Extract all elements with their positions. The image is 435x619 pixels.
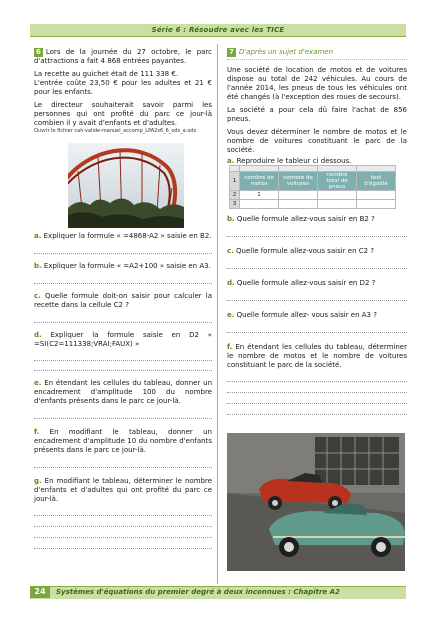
cell-a3[interactable] [240, 200, 279, 209]
row-label: 1 [230, 172, 240, 191]
cell-d3[interactable] [357, 200, 396, 209]
question-f: f. En étendant les cellules du tableau, déterminer le nombre de motos et le nombre de voitures constituant le parc de la société. [227, 343, 407, 369]
question-a: a. Reproduire le tableur ci dessous. [227, 157, 352, 165]
answer-line[interactable] [34, 418, 212, 419]
series-title: Série 6 : Résoudre avec les TICE [151, 26, 285, 34]
answer-line[interactable] [34, 467, 212, 468]
header-cell[interactable]: nombre de voitures [279, 172, 318, 191]
series-header-bar [30, 24, 406, 37]
page-number: 24 [30, 586, 50, 598]
answer-line[interactable] [34, 548, 212, 549]
question-a: a. Expliquer la formule « =4868-A2 » saisie en B2. [34, 232, 212, 240]
question-e: e. Quelle formule allez- vous saisir en A3 ? [227, 311, 377, 319]
answer-line[interactable] [227, 414, 407, 415]
exercise-7 [227, 48, 407, 166]
file-link[interactable]: Ouvrir le fichier cah-valide-manuel_accomp_LPA2s6_6_ods_a.ods [34, 128, 197, 134]
question-c: c. Quelle formule allez-vous saisir en C2 ? [227, 247, 375, 255]
answer-line[interactable] [34, 283, 212, 284]
exam-source: D'après un sujet d'examen [238, 48, 334, 56]
question-d: d. Quelle formule allez-vous saisir en D2 ? [227, 279, 376, 287]
answer-line[interactable] [227, 381, 407, 382]
spreadsheet-table [229, 165, 396, 209]
answer-line[interactable] [34, 322, 212, 323]
question-b: b. Expliquer la formule « =A2+100 » saisie en A3. [34, 262, 211, 270]
question-d: d. Expliquer la formule saisie en D2 « =SI(C2=111338;VRAI;FAUX) » [34, 331, 212, 348]
header-cell[interactable]: test d'égalité [357, 172, 396, 191]
cell-c3[interactable] [318, 200, 357, 209]
cell-d2[interactable] [357, 191, 396, 200]
answer-line[interactable] [227, 403, 407, 404]
cell-a2[interactable]: 1 [240, 191, 279, 200]
cell-b3[interactable] [279, 200, 318, 209]
ex6-questions [34, 232, 212, 549]
ex6-question-context: Le directeur souhaiterait savoir parmi les personnes qui ont profité du parc ce jour-là combien il y avait d'enfants et d'adultes. [34, 101, 212, 127]
ex6-revenue: La recette au guichet était de 111 338 €. [34, 70, 179, 78]
question-g: g. En modifiant le tableau, déterminer le nombre d'enfants et d'adultes qui ont profité du parc ce jour-là. [34, 477, 212, 503]
ex7-questions [227, 215, 407, 415]
exercise-6 [34, 48, 212, 134]
cell-c2[interactable] [318, 191, 357, 200]
header-cell[interactable]: nombre de motos [240, 172, 279, 191]
exercise-number: 7 [229, 48, 234, 56]
toy-cars-photo [227, 433, 405, 571]
answer-line[interactable] [34, 526, 212, 527]
ex7-tyres: La société a pour cela dû faire l'achat de 856 pneus. [227, 106, 407, 123]
ex6-intro: Lors de la journée du 27 octobre, le parc d'attractions a fait 4 868 entrées payantes. [34, 48, 212, 65]
ex7-task: Vous devez déterminer le nombre de motos et le nombre de voitures constituant le parc de la société. [227, 128, 407, 154]
header-cell[interactable]: nombre total de pneus [318, 172, 357, 191]
exercise-number: 6 [36, 48, 41, 56]
question-f: f. En modifiant le tableau, donner un encadrement d'amplitude 10 du nombre d'enfants présents dans le parc ce jour-là. [34, 428, 212, 454]
ex6-prices: L'entrée coûte 23,50 € pour les adultes et 21 € pour les enfants. [34, 79, 212, 96]
answer-line[interactable] [34, 360, 212, 361]
subtitle-rule [227, 59, 407, 60]
answer-line[interactable] [34, 253, 212, 254]
answer-line[interactable] [227, 268, 407, 269]
roller-coaster-photo [68, 143, 184, 228]
ex7-intro: Une société de location de motos et de voitures dispose au total de 242 véhicules. Au cours de l'année 2014, les pneus de tous les véhicules ont été changés (à l'exception des roues de secours). [227, 66, 407, 101]
answer-line[interactable] [34, 370, 212, 371]
answer-line[interactable] [227, 236, 407, 237]
question-c: c. Quelle formule doit-on saisir pour calculer la recette dans la cellule C2 ? [34, 292, 212, 309]
column-divider [217, 44, 218, 584]
answer-line[interactable] [34, 515, 212, 516]
answer-line[interactable] [34, 537, 212, 538]
question-b: b. Quelle formule allez-vous saisir en B2 ? [227, 215, 375, 223]
answer-line[interactable] [227, 332, 407, 333]
answer-line[interactable] [227, 392, 407, 393]
question-e: e. En étendant les cellules du tableau, donner un encadrement d'amplitude 100 du nombre d'enfants présents dans le parc ce jour-là. [34, 379, 213, 405]
chapter-footer: Systèmes d'équations du premier degré à deux inconnues : Chapitre A2 [56, 588, 340, 596]
row-label: 2 [230, 191, 240, 200]
row-label: 3 [230, 200, 240, 209]
cell-b2[interactable] [279, 191, 318, 200]
answer-line[interactable] [227, 300, 407, 301]
